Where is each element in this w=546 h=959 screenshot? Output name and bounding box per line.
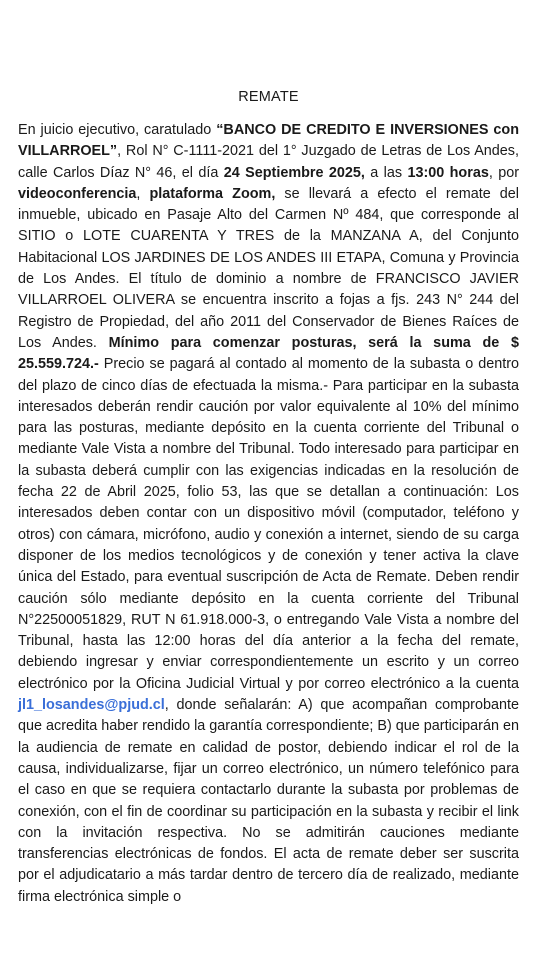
legal-notice-page: [18, 0, 519, 908]
auction-time: 13:00 horas: [407, 164, 489, 181]
text-segment: a las: [364, 164, 408, 181]
text-segment: se llevará a efecto el remate del inmueble, ubicado en Pasaje Alto del Carmen Nº 484, que corresponde al SITIO o LOTE CUARENTA Y TRES de la MANZANA A, del Conjunto Habitacional LOS JARDINES DE LOS ANDES III ETAPA, Comuna y Provincia de Los Andes. El título de dominio a nombre de FRANCISCO JAVIER VILLARROEL OLIVERA se encuentra inscrito a fojas a fjs. 243 N° 244 del Registro de Propiedad, del año 2011 del Conservador de Bienes Raíces de Los Andes.: [18, 185, 520, 351]
text-segment: Precio se pagará al contado al momento de la subasta o dentro del plazo de cinco días de efectuada la misma.- Para participar en la subasta interesados deberán rendir caución por valor equivalente al 10% del mínimo para las posturas, mediante depósito en la cuenta corriente del Tribunal o mediante Vale Vista a nombre del Tribunal. Todo interesado para participar en la subasta deberá cumplir con las exigencias indicadas en la resolución de fecha 22 de Abril 2025, folio 53, las que se detallan a continuación: Los interesados deben contar con un dispositivo móvil (computador, teléfono y otros) con cámara, micrófono, audio y conexión a internet, siendo de su carga disponer de los medios tecnológicos y de conexión y tener activa la clave única del Estado, para eventual suscripción de Acta de Remate. Deben rendir caución sólo mediante depósito en la cuenta corriente del Tribunal N°22500051829, RUT N 61.918.000-3, o entregando Vale Vista a nombre del Tribunal, hasta las 12:00 horas del día anterior a la fecha del remate, debiendo ingresar y enviar correspondientemente un escrito y un correo electrónico por la Oficina Judicial Virtual y por correo electrónico a la cuenta: [18, 356, 519, 692]
notice-title: REMATE: [238, 89, 299, 105]
text-segment: En juicio ejecutivo, caratulado: [18, 122, 217, 138]
auction-platform: plataforma Zoom,: [149, 185, 276, 202]
auction-date: 24 Septiembre 2025,: [223, 164, 365, 181]
text-segment: ,: [136, 185, 150, 202]
auction-mode: videoconferencia: [18, 185, 137, 202]
text-segment: , Rol N° C-1111-2021 del 1° Juzgado de Letras de Los Andes, calle Carlos Díaz N° 46, el día: [18, 143, 519, 181]
notice-body: [18, 120, 519, 908]
text-segment: , por: [488, 164, 520, 181]
case-name: “BANCO DE CREDITO E INVERSIONES con VILLARROEL”: [18, 122, 520, 160]
minimum-bid: Mínimo para comenzar posturas, será la suma de $ 25.559.724.-: [18, 334, 519, 373]
text-segment: , donde señalarán: A) que acompañan comprobante que acredita haber rendido la garantía correspondiente; B) que participarán en la audiencia de remate en calidad de postor, debiendo indicar el rol de la causa, individualizarse, fijar un correo electrónico, un número telefónico para el caso en que se requiera contactarlo durante la subasta por problemas de conexión, con el fin de coordinar su participación en la subasta y recibir el link con la invitación respectiva. No se admitirán cauciones mediante transferencias electrónicas de fondos. El acta de remate deber ser suscrita por el adjudicatario a más tardar dentro de tercero día de realizado, mediante firma electrónica simple o: [18, 697, 519, 905]
court-email-link[interactable]: jl1_losandes@pjud.cl: [18, 697, 165, 714]
